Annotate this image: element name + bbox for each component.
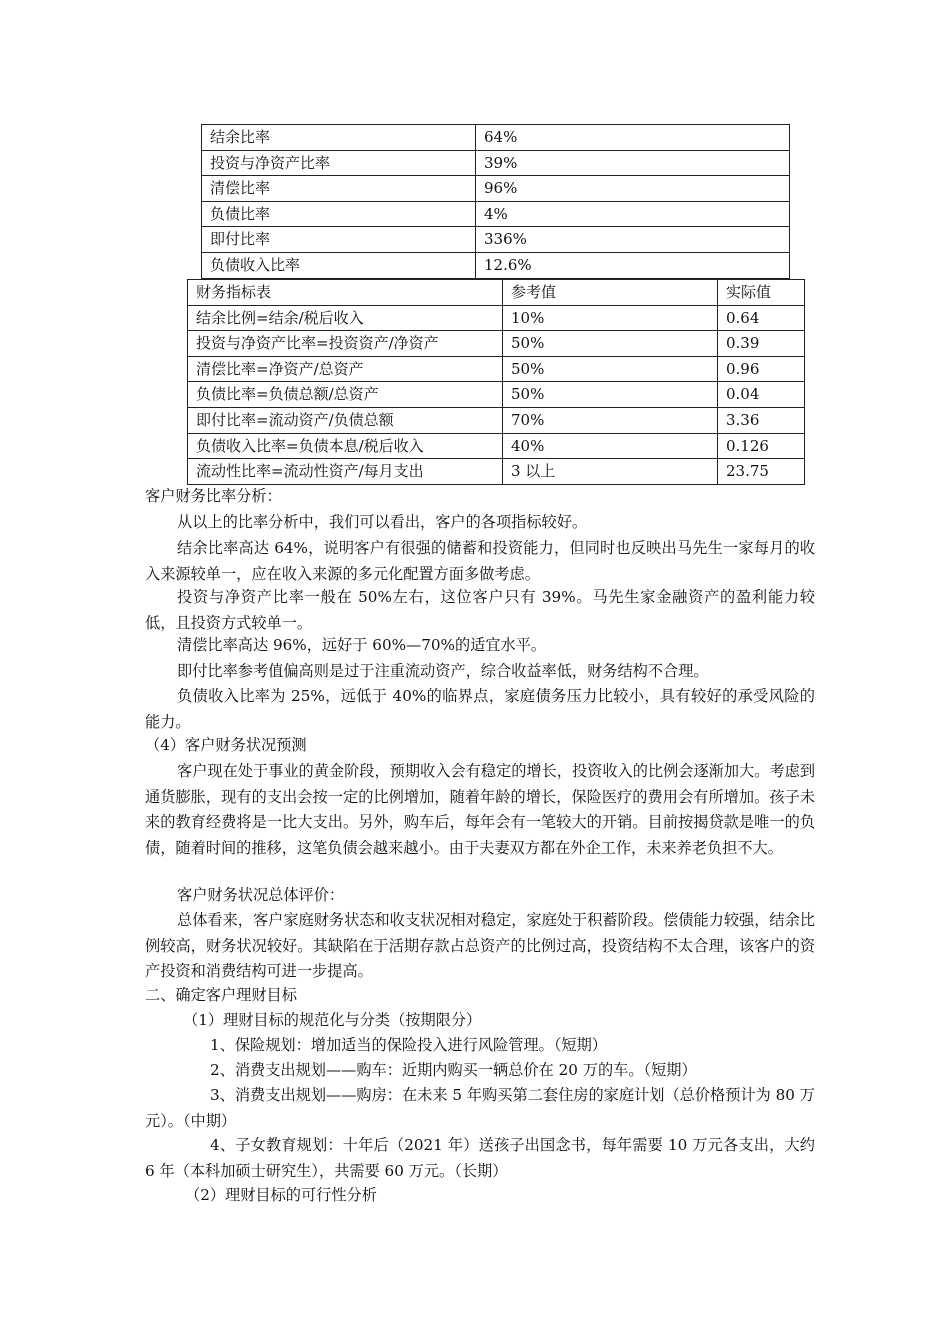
indicator-formula: 即付比率=流动资产/负债总额 bbox=[188, 407, 503, 433]
table-row bbox=[188, 356, 805, 382]
overall-title: 客户财务状况总体评价： bbox=[177, 886, 345, 904]
ratio-value: 12.6% bbox=[476, 252, 790, 278]
subsection-heading: （1）理财目标的规范化与分类（按期限分） bbox=[183, 1011, 482, 1029]
paragraph: 结余比率高达 64%，说明客户有很强的储蓄和投资能力，但同时也反映出马先生一家每月的收入来源较单一，应在收入来源的多元化配置方面多做考虑。 bbox=[145, 539, 815, 583]
indicator-formula: 负债收入比率=负债本息/税后收入 bbox=[188, 433, 503, 459]
ratio-value: 39% bbox=[476, 150, 790, 176]
section-heading: （4）客户财务状况预测 bbox=[145, 736, 307, 754]
goal-item: 3、消费支出规划——购房：在未来 5 年购买第二套住房的家庭计划（总价格预计为 80 万元）。（中期） bbox=[145, 1086, 815, 1130]
paragraph: 总体看来，客户家庭财务状态和收支状况相对稳定，家庭处于积蓄阶段。偿债能力较强，结余比例较高，财务状况较好。其缺陷在于活期存款占总资产的比例过高，投资结构不太合理，该客户的资产投资和消费结构可进一步提高。 bbox=[145, 911, 815, 981]
indicator-formula: 结余比例=结余/税后收入 bbox=[188, 305, 503, 331]
ratio-value: 336% bbox=[476, 227, 790, 253]
reference-value: 50% bbox=[503, 356, 718, 382]
ratio-value: 96% bbox=[476, 176, 790, 202]
ratio-name: 即付比率 bbox=[202, 227, 476, 253]
ratio-name: 负债比率 bbox=[202, 201, 476, 227]
actual-value: 3.36 bbox=[718, 407, 805, 433]
actual-value: 0.64 bbox=[718, 305, 805, 331]
table-row bbox=[202, 176, 790, 202]
ratio-name: 投资与净资产比率 bbox=[202, 150, 476, 176]
table-row bbox=[188, 331, 805, 357]
reference-value: 70% bbox=[503, 407, 718, 433]
paragraph: 清偿比率高达 96%，远好于 60%—70%的适宜水平。 bbox=[177, 636, 547, 654]
reference-value: 50% bbox=[503, 382, 718, 408]
table-row bbox=[202, 252, 790, 278]
paragraph: 即付比率参考值偏高则是过于注重流动资产，综合收益率低，财务结构不合理。 bbox=[177, 662, 709, 680]
subsection-heading: （2）理财目标的可行性分析 bbox=[185, 1186, 377, 1204]
actual-value: 0.96 bbox=[718, 356, 805, 382]
paragraph: 客户现在处于事业的黄金阶段，预期收入会有稳定的增长，投资收入的比例会逐渐加大。考虑到通货膨胀，现有的支出会按一定的比例增加，随着年龄的增长，保险医疗的费用会有所增加。孩子未来的教育经费将是一比大支出。另外，购车后，每年会有一笔较大的开销。目前按揭贷款是唯一的负债，随着时间的推移，这笔负债会越来越小。由于夫妻双方都在外企工作，未来养老负担不大。 bbox=[145, 762, 815, 857]
indicator-formula: 负债比率=负债总额/总资产 bbox=[188, 382, 503, 408]
table-row bbox=[188, 433, 805, 459]
header-actual: 实际值 bbox=[718, 280, 805, 306]
reference-value: 50% bbox=[503, 331, 718, 357]
indicator-formula: 投资与净资产比率=投资资产/净资产 bbox=[188, 331, 503, 357]
reference-value: 40% bbox=[503, 433, 718, 459]
table-row bbox=[202, 150, 790, 176]
actual-value: 0.04 bbox=[718, 382, 805, 408]
actual-value: 0.126 bbox=[718, 433, 805, 459]
paragraph: 从以上的比率分析中，我们可以看出，客户的各项指标较好。 bbox=[177, 513, 588, 531]
goal-item: 4、子女教育规划：十年后（2021 年）送孩子出国念书，每年需要 10 万元各支出，大约 6 年（本科加硕士研究生），共需要 60 万元。（长期） bbox=[145, 1136, 815, 1180]
paragraph: 负债收入比率为 25%，远低于 40%的临界点，家庭债务压力比较小，具有较好的承受风险的能力。 bbox=[145, 687, 815, 731]
table-row bbox=[188, 305, 805, 331]
reference-value: 3 以上 bbox=[503, 459, 718, 485]
header-indicator: 财务指标表 bbox=[188, 280, 503, 306]
actual-value: 0.39 bbox=[718, 331, 805, 357]
indicator-formula: 流动性比率=流动性资产/每月支出 bbox=[188, 459, 503, 485]
table-row bbox=[202, 201, 790, 227]
reference-value: 10% bbox=[503, 305, 718, 331]
paragraph: 投资与净资产比率一般在 50%左右，这位客户只有 39%。马先生家金融资产的盈利能力较低，且投资方式较单一。 bbox=[145, 588, 815, 632]
analysis-title: 客户财务比率分析： bbox=[145, 487, 282, 505]
ratio-name: 结余比率 bbox=[202, 125, 476, 151]
table-row bbox=[188, 382, 805, 408]
table-row bbox=[188, 459, 805, 485]
table-row bbox=[202, 125, 790, 151]
goal-item: 1、保险规划：增加适当的保险投入进行风险管理。（短期） bbox=[210, 1036, 607, 1054]
actual-value: 23.75 bbox=[718, 459, 805, 485]
goal-item: 2、消费支出规划——购车：近期内购买一辆总价在 20 万的车。（短期） bbox=[210, 1061, 697, 1079]
header-reference: 参考值 bbox=[503, 280, 718, 306]
ratio-name: 负债收入比率 bbox=[202, 252, 476, 278]
table-row bbox=[202, 227, 790, 253]
indicator-table bbox=[187, 279, 805, 485]
ratio-table bbox=[201, 124, 790, 279]
section-heading: 二、确定客户理财目标 bbox=[145, 986, 297, 1004]
table-header-row bbox=[188, 280, 805, 306]
ratio-value: 4% bbox=[476, 201, 790, 227]
ratio-value: 64% bbox=[476, 125, 790, 151]
indicator-formula: 清偿比率=净资产/总资产 bbox=[188, 356, 503, 382]
ratio-name: 清偿比率 bbox=[202, 176, 476, 202]
table-row bbox=[188, 407, 805, 433]
